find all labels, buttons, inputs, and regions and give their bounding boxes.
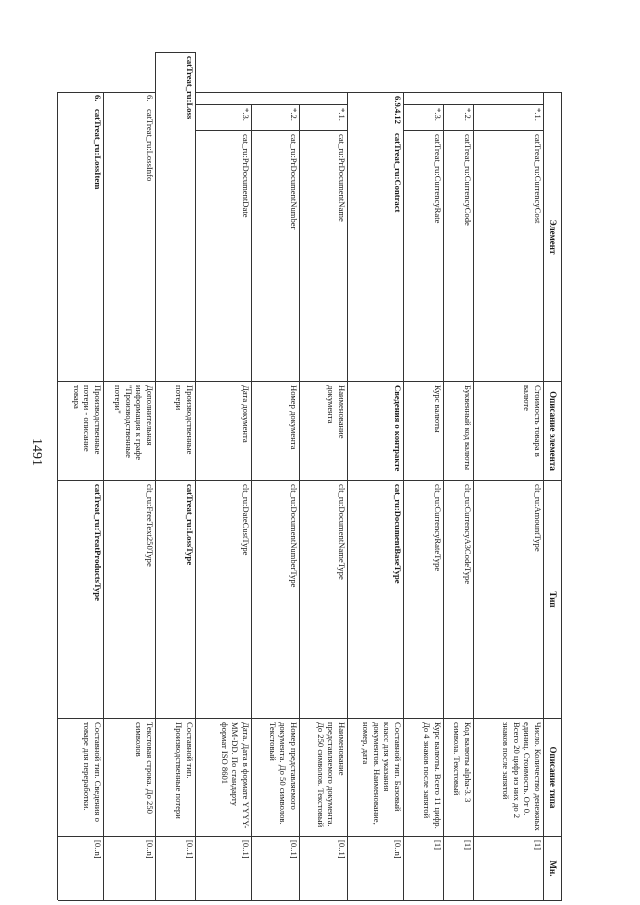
row-type: clt_ru:FreeText250Type bbox=[104, 480, 156, 718]
row-element-desc: Буквенный код валюты bbox=[444, 381, 474, 480]
header-mult: Мн. bbox=[544, 836, 562, 900]
row-mult: [0..n] bbox=[348, 836, 404, 900]
header-element: Элемент bbox=[544, 92, 562, 381]
row-number: *.1. bbox=[474, 104, 544, 130]
grid-line bbox=[347, 92, 348, 900]
row-element-desc: Дата документа bbox=[196, 381, 252, 480]
row-mult: [1] bbox=[474, 836, 544, 900]
row-element-desc: Курс валюты bbox=[404, 381, 444, 480]
table-row bbox=[58, 92, 104, 900]
row-type-desc: Наименование представляемого документа. До 250 символов. Текстовый bbox=[300, 718, 348, 836]
row-type: clt_ru:CurrencyA3CodeType bbox=[444, 480, 474, 718]
row-mult: [0..1] bbox=[252, 836, 300, 900]
row-type-desc: Дата. Дата в формате YYYY-MM-DD. По стандарту формат ISO 8601 bbox=[196, 718, 252, 836]
row-mult: [1] bbox=[404, 836, 444, 900]
row-number: 6.9.4.12 bbox=[348, 92, 404, 130]
row-element-desc: Наименование документа bbox=[300, 381, 348, 480]
row-element: cat_ru:PrDocumentName bbox=[300, 130, 348, 381]
row-type-desc: Текстовая строка. До 250 символов bbox=[104, 718, 156, 836]
row-type-desc: Составной тип. Базовый класс для указания документов. Наименование, номер, дата bbox=[348, 718, 404, 836]
row-element: catTreat_ru:CurrencyRate bbox=[404, 130, 444, 381]
grid-line bbox=[543, 92, 544, 900]
row-mult: [0..1] bbox=[300, 836, 348, 900]
row-element-desc: Номер документа bbox=[252, 381, 300, 480]
row-number: *.3. bbox=[196, 104, 252, 130]
row-type-desc: Число. Количество денежных единиц. Стоимость. От 0. Всего 20 цифр из них до 2 знаков после запятой bbox=[474, 718, 544, 836]
row-element-desc: Дополнительная информация к графе "Производственные потери" bbox=[104, 381, 156, 480]
table-row bbox=[444, 92, 474, 900]
row-type-desc: Номер представляемого документа. До 50 символов. Текстовый bbox=[252, 718, 300, 836]
table-row bbox=[474, 92, 544, 900]
row-element: cat_ru:PrDocumentDate bbox=[196, 130, 252, 381]
grid-line bbox=[403, 92, 404, 900]
grid-line bbox=[155, 52, 156, 900]
row-element: catTreat_ru:LossItem bbox=[93, 109, 103, 190]
row-element: catTreat_ru:LossInfo bbox=[145, 109, 155, 182]
header-type: Тип bbox=[544, 480, 562, 718]
grid-line bbox=[156, 52, 196, 53]
row-type: clt_ru:DocumentNumberType bbox=[252, 480, 300, 718]
row-number: *.2. bbox=[444, 104, 474, 130]
table-row bbox=[104, 92, 156, 900]
row-type-desc: Код валюты alpha-3. 3 символа. Текстовый bbox=[444, 718, 474, 836]
row-type-desc: Курс валюты. Всего 11 цифр. До 4 знаков после запятой bbox=[404, 718, 444, 836]
row-element: cat_ru:PrDocumentNumber bbox=[252, 130, 300, 381]
grid-line bbox=[196, 92, 562, 93]
table-row bbox=[196, 92, 252, 900]
grid-line bbox=[443, 104, 444, 900]
grid-line bbox=[195, 52, 196, 900]
row-element: catTreat_ru:Contract bbox=[393, 133, 403, 213]
grid-line bbox=[58, 900, 562, 901]
header-type-desc: Описание типа bbox=[544, 718, 562, 836]
row-type: catTreat_ru:LossType bbox=[156, 480, 196, 718]
row-number: *.3. bbox=[404, 104, 444, 130]
grid-line bbox=[196, 104, 348, 105]
row-number: 6. bbox=[104, 92, 156, 106]
row-mult: [0..1] bbox=[156, 836, 196, 900]
row-element-desc: Производственные потери bbox=[156, 381, 196, 480]
row-type: clt_ru:CurrencyRateType bbox=[404, 480, 444, 718]
row-type: clt_ru:DateCustType bbox=[196, 480, 252, 718]
table-header bbox=[544, 92, 562, 900]
row-type: clt_ru:DocumentNameType bbox=[300, 480, 348, 718]
row-type: cat_ru:DocumentBaseType bbox=[348, 480, 404, 718]
schema-table bbox=[58, 56, 562, 900]
row-element: catTreat_ru:CurrencyCode bbox=[444, 130, 474, 381]
row-type-desc: Составной тип. Производственные потери bbox=[156, 718, 196, 836]
row-element-desc: Сведения о контракте bbox=[348, 381, 404, 480]
row-element-desc: Стоимость товара в валюте bbox=[474, 381, 544, 480]
header-element-desc: Описание элемента bbox=[544, 381, 562, 480]
row-type-desc: Составной тип. Сведения о товаре для переработки. bbox=[58, 718, 104, 836]
row-number: *.1. bbox=[300, 104, 348, 130]
row-element: catTreat_ru:Loss bbox=[156, 52, 196, 381]
table-row bbox=[156, 56, 196, 900]
grid-line bbox=[473, 104, 474, 900]
row-element: catTreat_ru:CurrencyCost bbox=[474, 130, 544, 381]
grid-line bbox=[404, 104, 544, 105]
table-row bbox=[404, 92, 444, 900]
grid-line bbox=[251, 104, 252, 900]
row-mult: [0..1] bbox=[196, 836, 252, 900]
row-mult: [1] bbox=[444, 836, 474, 900]
grid-line bbox=[561, 92, 562, 900]
row-mult: [0..n] bbox=[104, 836, 156, 900]
page-number: 1491 bbox=[29, 438, 44, 466]
table-row bbox=[348, 92, 404, 900]
grid-line bbox=[58, 92, 156, 93]
row-number: 6. bbox=[58, 92, 104, 106]
row-type: clt_ru:AmountType bbox=[474, 480, 544, 718]
row-number: *.2. bbox=[252, 104, 300, 130]
grid-line bbox=[57, 92, 58, 900]
table-row bbox=[300, 92, 348, 900]
grid-line bbox=[299, 104, 300, 900]
row-mult: [0..n] bbox=[58, 836, 104, 900]
table-row bbox=[252, 92, 300, 900]
row-element-desc: Производственные потери - описание товара bbox=[58, 381, 104, 480]
row-type: catTreat_ru:TreatProductsType bbox=[58, 480, 104, 718]
grid-line bbox=[103, 92, 104, 900]
